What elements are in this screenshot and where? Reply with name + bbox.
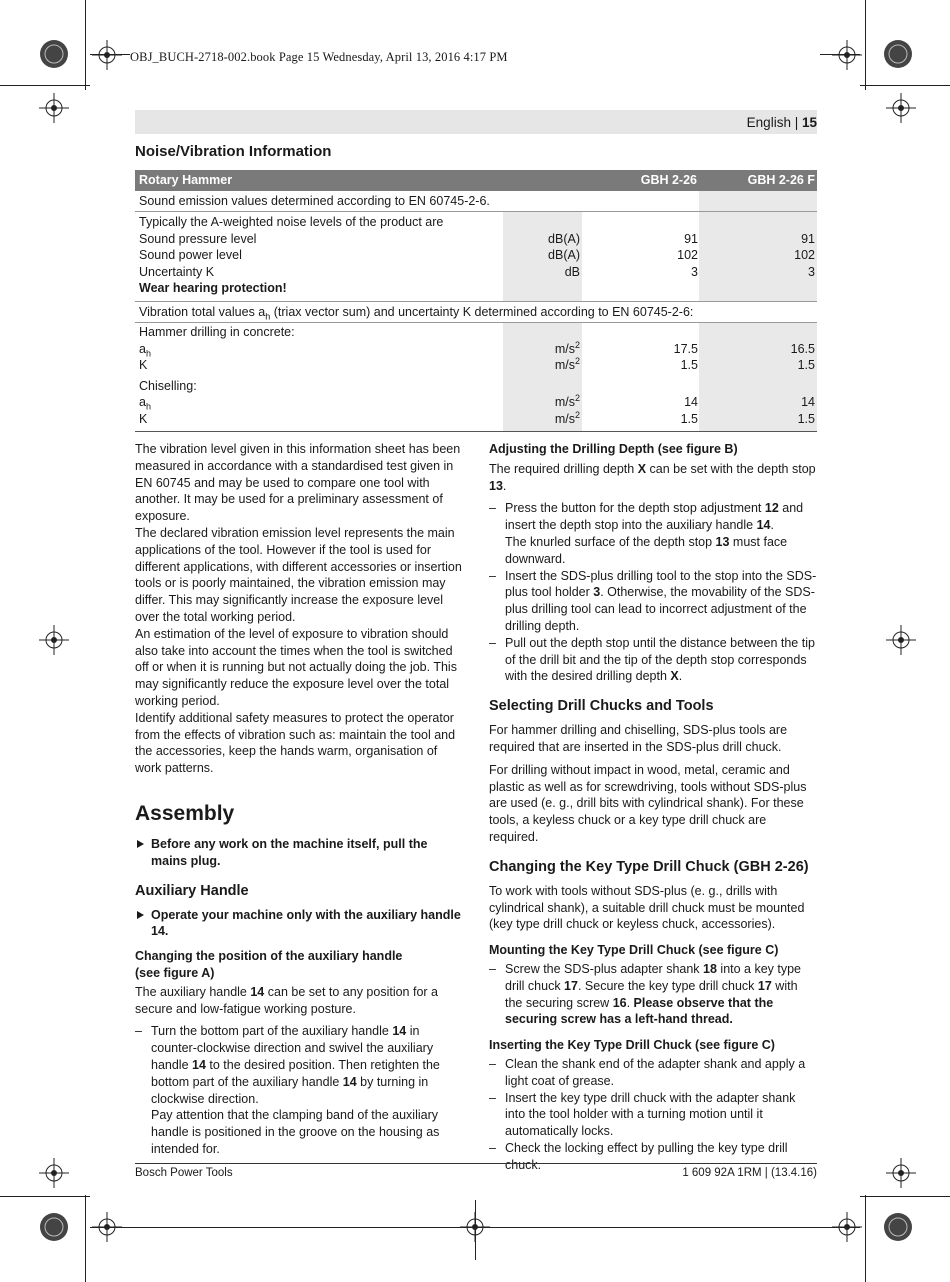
registration-target-icon [92,40,122,70]
registration-target-icon [39,1158,69,1188]
table-row [135,191,817,212]
section-heading: Selecting Drill Chucks and Tools [489,698,714,715]
left-column [135,441,463,1158]
list-note: Pay attention that the clamping band of the auxiliary handle is positioned in the groove on the housing as intended for. [151,1108,440,1156]
list-item: – Screw the SDS-plus adapter shank 18 into a key type drill chuck 17. Secure the key type drill chuck 17 with the securing screw 16. Please observe that the securing screw has a left-hand thread. [489,961,817,1028]
noise-intro: Typically the A-weighted noise levels of the product are [139,215,444,229]
table-row [135,323,817,432]
vibration-note: Vibration total values $a_h$ (triax vector sum) and uncertainty K determined according to EN 60745-2-6: [139,305,694,322]
header-bar [135,110,817,134]
paragraph: The auxiliary handle 14 can be set to any position for a secure and low-fatigue working posture. [135,984,438,1016]
registration-wheel-icon [883,1212,913,1242]
noise-row: Sound pressure level dB(A) 91 91 [139,231,815,246]
list-item: – Insert the key type drill chuck with the adapter shank into the tool holder with a turning motion until it automatically locks. [489,1090,817,1140]
subheading: Changing the position of the auxiliary handle (see figure A) [135,949,403,980]
right-column [489,441,817,1173]
table-row [135,302,817,323]
registration-target-icon [832,1212,862,1242]
paragraph: The vibration level given in this information sheet has been measured in accordance with a standardised test given in EN 60745 and may be used to compare one tool with another. It may be used for a preliminary assessment of exposure. [135,442,461,524]
registration-target-icon [886,1158,916,1188]
chiselling-title: Chiselling: [139,378,197,393]
assembly-heading: Assembly [135,801,235,825]
running-header [747,115,817,130]
vibration-row: $a_h$ $m/s^2$ 17.5 16.5 [139,339,815,358]
auxiliary-handle-heading: Auxiliary Handle [135,882,249,899]
registration-target-icon [886,625,916,655]
sound-note: Sound emission values determined according to EN 60745-2-6. [139,194,490,208]
footer-rule [135,1163,817,1164]
subheading: Adjusting the Drilling Depth (see figure B) [489,442,738,456]
hammer-drilling-title: Hammer drilling in concrete: [139,325,295,339]
noise-row: Uncertainty K dB 3 3 [139,264,815,279]
table-header [135,170,817,191]
paragraph: For hammer drilling and chiselling, SDS-plus tools are required that are inserted in the SDS-plus drill chuck. [489,723,788,754]
list-item: – Insert the SDS-plus drilling tool to the stop into the SDS-plus tool holder 3. Otherwise, the movability of the SDS-plus drilling tool can lead to incorrect adjustment of the drilling depth. [489,568,817,635]
registration-wheel-icon [39,1212,69,1242]
table-header-col1: GBH 2-26 [640,173,697,187]
list-item: – Press the button for the depth stop adjustment 12 and insert the depth stop into the auxiliary handle 14. The knurled surface of the depth stop 13 must face downward. [489,500,817,567]
registration-wheel-icon [883,39,913,69]
paragraph: For drilling without impact in wood, metal, ceramic and plastic as well as for screwdriving, tools without SDS-plus are used (e. g., drill bits with cylindrical shank). For these tools, a keyless chuck or a key type drill chuck are required. [489,762,807,844]
list-item: – Turn the bottom part of the auxiliary handle 14 in counter-clockwise direction and swivel the auxiliary handle 14 to the desired position. Then retighten the bottom part of the auxiliary handle 14 by turning in clockwise direction. Pay attention that the clamping band of the auxiliary handle is positioned in the groove on the housing as intended for. [135,1023,463,1157]
warning-arrow-icon [137,911,144,919]
vibration-row: $a_h$ $m/s^2$ 14 14 [139,392,815,412]
registration-target-icon [39,625,69,655]
table-header-col2: GBH 2-26 F [747,173,815,187]
table-row [135,212,817,302]
paragraph: The declared vibration emission level represents the main applications of the tool. However if the tool is used for different applications, with different accessories or insertion tools or is poorly maintained, the vibration emission may differ. This may significantly increase the exposure level over the total working period. [135,525,462,624]
paragraph: Identify additional safety measures to protect the operator from the effects of vibration such as: maintain the tool and the accessories, keep the hands warm, organisation of work patterns. [135,710,456,776]
subheading: Inserting the Key Type Drill Chuck (see figure C) [489,1038,775,1053]
vibration-row: K $m/s^2$ 1.5 1.5 [139,409,815,426]
table-header-label: Rotary Hammer [139,173,233,187]
paragraph: An estimation of the level of exposure to vibration should also take into account the times when the tool is switched off or when it is running but not actually doing the job. This may significantly reduce the exposure level over the total working period. [135,626,457,708]
header-language: English | [746,115,802,130]
warning-item: Operate your machine only with the auxiliary handle 14. [135,907,463,941]
warning-item: Before any work on the machine itself, pull the mains plug. [135,836,463,870]
registration-target-icon [39,93,69,123]
hearing-warning: Wear hearing protection! [139,281,287,295]
warning-arrow-icon [137,840,144,848]
list-item: – Clean the shank end of the adapter shank and apply a light coat of grease. [489,1056,817,1090]
section-title: Noise/Vibration Information [135,143,332,160]
registration-target-icon [460,1212,490,1242]
list-item: – Check the locking effect by pulling the key type drill chuck. [489,1140,817,1174]
paragraph: To work with tools without SDS-plus (e. g., drills with cylindrical shank), a suitable drill chuck must be mounted (key type drill chuck or keyless chuck, accessories). [489,883,805,932]
print-slug: OBJ_BUCH-2718-002.book Page 15 Wednesday, April 13, 2016 4:17 PM [130,50,508,64]
registration-target-icon [886,93,916,123]
vibration-row: K $m/s^2$ 1.5 1.5 [139,355,815,372]
spec-table [135,170,817,432]
list-note: The knurled surface of the depth stop 13 must face downward. [505,534,788,566]
registration-target-icon [832,40,862,70]
section-heading: Changing the Key Type Drill Chuck (GBH 2-26) [489,858,809,875]
paragraph: The required drilling depth X can be set with the depth stop 13. [489,461,816,493]
subheading: Mounting the Key Type Drill Chuck (see figure C) [489,943,779,958]
noise-row: Sound power level dB(A) 102 102 [139,248,815,262]
list-item: – Pull out the depth stop until the distance between the tip of the drill bit and the tip of the depth stop corresponds with the desired drilling depth X. [489,635,817,685]
footer-brand: Bosch Power Tools [135,1167,233,1179]
registration-target-icon [92,1212,122,1242]
registration-wheel-icon [39,39,69,69]
page-number: 15 [801,115,817,130]
footer-code: 1 609 92A 1RM | (13.4.16) [682,1167,817,1179]
